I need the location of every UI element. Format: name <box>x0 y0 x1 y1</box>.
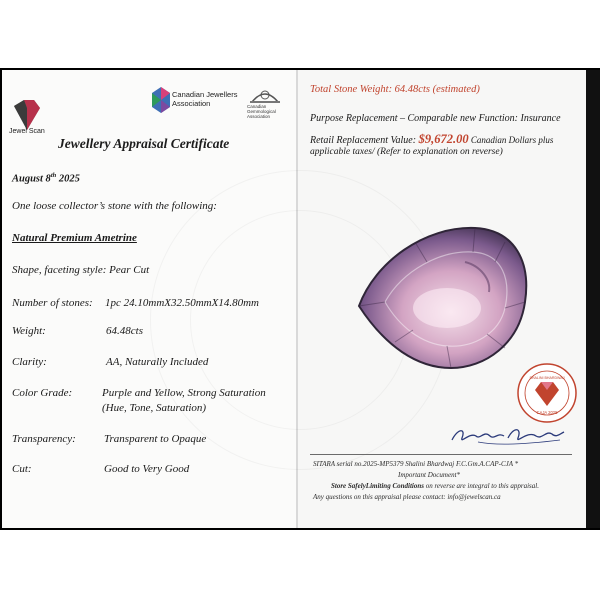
weight-label: Weight: <box>12 325 46 337</box>
stone-description: One loose collector’s stone with the following: <box>12 200 217 212</box>
color-value: Purple and Yellow, Strong Saturation <box>102 387 266 399</box>
number-label: Number of stones: <box>12 297 93 309</box>
cut-label: Cut: <box>12 463 32 475</box>
retail-value-line: Retail Replacement Value: $9,672.00 Canadian Dollars plus <box>310 132 554 146</box>
transparency-label: Transparency: <box>12 433 76 445</box>
cga-name: Canadian Gemmological Association <box>247 104 276 119</box>
footer-contact: Any questions on this appraisal please contact: info@jewelscan.ca <box>313 493 501 501</box>
footer-important: Important Document* <box>398 471 461 479</box>
appraiser-seal-icon <box>516 362 578 424</box>
taxes-note: applicable taxes/ (Refer to explanation on reverse) <box>310 147 503 157</box>
appraiser-signature-image <box>448 422 568 448</box>
purpose-line: Purpose Replacement – Comparable new Function: Insurance <box>310 113 561 124</box>
seal-year-text: CAJA 2025 <box>536 410 558 415</box>
retail-value-amount: $9,672.00 <box>418 132 469 146</box>
certificate-date: August 8th 2025 <box>12 172 80 185</box>
cja-logo-icon <box>152 87 170 113</box>
cja-name: Canadian Jewellers Association <box>172 90 238 108</box>
jewel-scan-label: Jewel Scan <box>9 128 45 135</box>
clarity-label: Clarity: <box>12 356 47 368</box>
number-value: 1pc 24.10mmX32.50mmX14.80mm <box>105 297 259 309</box>
footer-conditions: Store SafelyLimiting Conditions on reverse are integral to this appraisal. <box>331 482 539 490</box>
transparency-value: Transparent to Opaque <box>104 433 207 445</box>
signature-line <box>310 454 572 455</box>
color-label: Color Grade: <box>12 387 73 399</box>
weight-value: 64.48cts <box>106 325 143 337</box>
certificate-title: Jewellery Appraisal Certificate <box>58 136 230 151</box>
cut-value: Good to Very Good <box>104 463 190 475</box>
shape-label: Shape, faceting style: Pear Cut <box>12 264 150 276</box>
dark-edge <box>586 70 600 528</box>
footer-serial: SITARA serial no.2025-MP5379 Shalini Bhardwaj F.C.Gm.A.CAP-CJA * <box>313 460 519 468</box>
seal-name-text: SHALINI BHARDWAJ <box>529 376 565 380</box>
color-value-detail: (Hue, Tone, Saturation) <box>102 402 207 414</box>
ametrine-gemstone-image <box>355 222 533 372</box>
stone-name: Natural Premium Ametrine <box>12 232 137 244</box>
cga-logo-icon <box>248 86 282 104</box>
clarity-value: AA, Naturally Included <box>106 356 209 368</box>
total-stone-weight: Total Stone Weight: 64.48cts (estimated) <box>310 84 480 95</box>
